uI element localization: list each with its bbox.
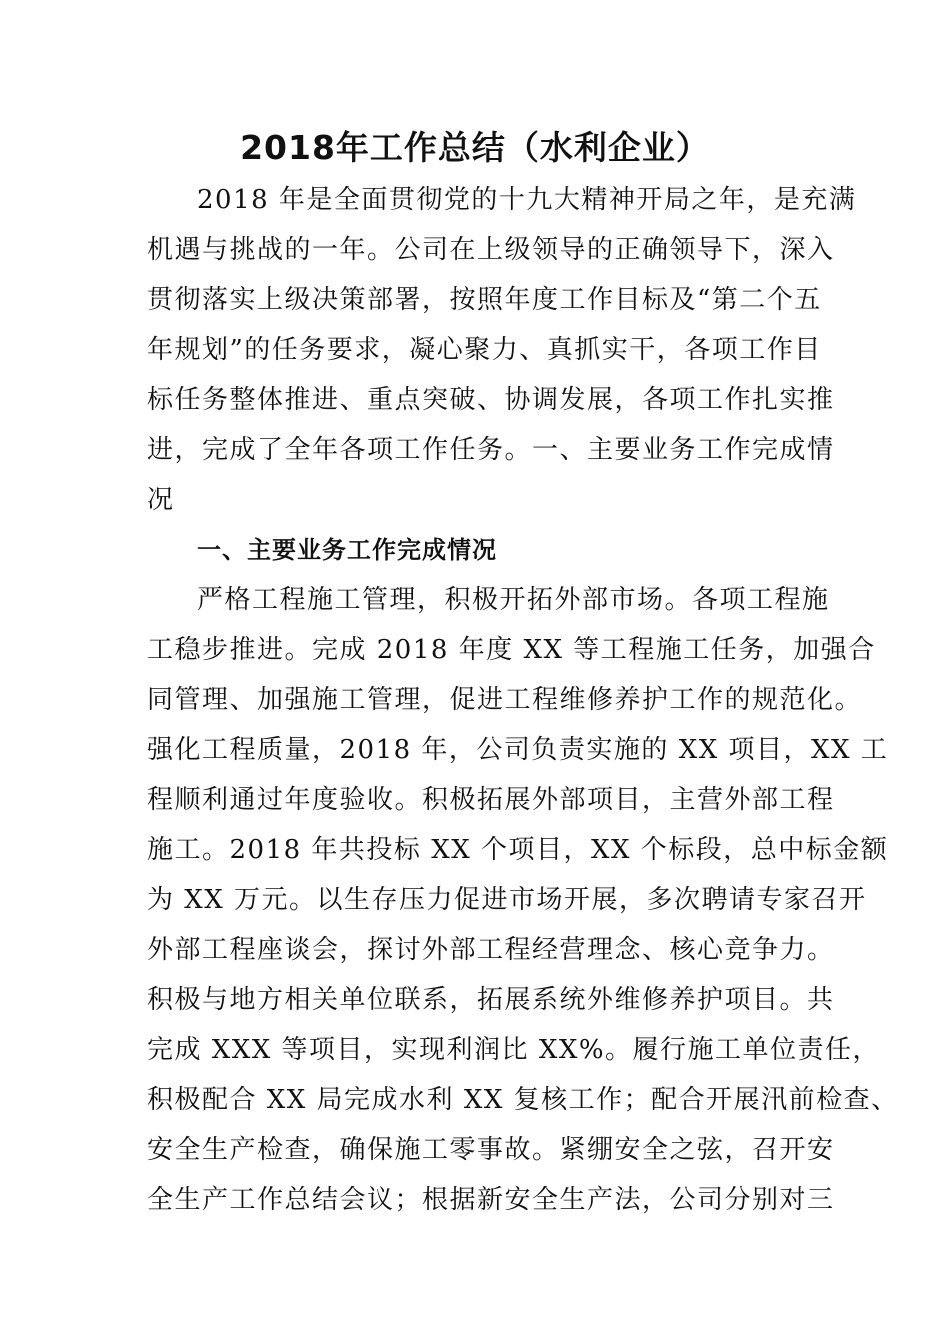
document-title: 2018年工作总结（水利企业） [240,128,710,167]
body-line-2: 工稳步推进。完成 2018 年度 XX 等工程施工任务，加强合 [147,635,876,665]
body-line-12: 安全生产检查，确保施工零事故。紧绷安全之弦，召开安 [147,1135,835,1165]
intro-line-2: 机遇与挑战的一年。公司在上级领导的正确领导下，深入 [147,235,835,265]
body-line-5: 程顺利通过年度验收。积极拓展外部项目，主营外部工程 [147,785,835,815]
body-line-10: 完成 XXX 等项目，实现利润比 XX%。履行施工单位责任， [147,1035,881,1065]
intro-line-7: 况 [147,485,175,515]
intro-line-5: 标任务整体推进、重点突破、协调发展，各项工作扎实推 [147,385,835,415]
intro-line-3: 贯彻落实上级决策部署，按照年度工作目标及“第二个五 [147,285,822,315]
body-line-4: 强化工程质量，2018 年，公司负责实施的 XX 项目，XX 工 [147,735,889,765]
body-line-3: 同管理、加强施工管理，促进工程维修养护工作的规范化。 [147,685,863,715]
body-line-1: 严格工程施工管理，积极开拓外部市场。各项工程施 [197,585,830,615]
section-heading: 一、主要业务工作完成情况 [197,536,497,564]
intro-line-1: 2018 年是全面贯彻党的十九大精神开局之年，是充满 [197,185,857,215]
body-line-11: 积极配合 XX 局完成水利 XX 复核工作；配合开展汛前检查、 [147,1085,899,1115]
intro-line-6: 进，完成了全年各项工作任务。一、主要业务工作完成情 [147,435,835,465]
body-line-8: 外部工程座谈会，探讨外部工程经营理念、核心竞争力。 [147,935,835,965]
body-line-6: 施工。2018 年共投标 XX 个项目，XX 个标段，总中标金额 [147,835,889,865]
body-line-7: 为 XX 万元。以生存压力促进市场开展，多次聘请专家召开 [147,885,867,915]
body-line-13: 全生产工作总结会议；根据新安全生产法，公司分别对三 [147,1185,835,1215]
body-line-9: 积极与地方相关单位联系，拓展系统外维修养护项目。共 [147,985,835,1015]
intro-line-4: 年规划”的任务要求，凝心聚力、真抓实干，各项工作目 [147,335,822,365]
